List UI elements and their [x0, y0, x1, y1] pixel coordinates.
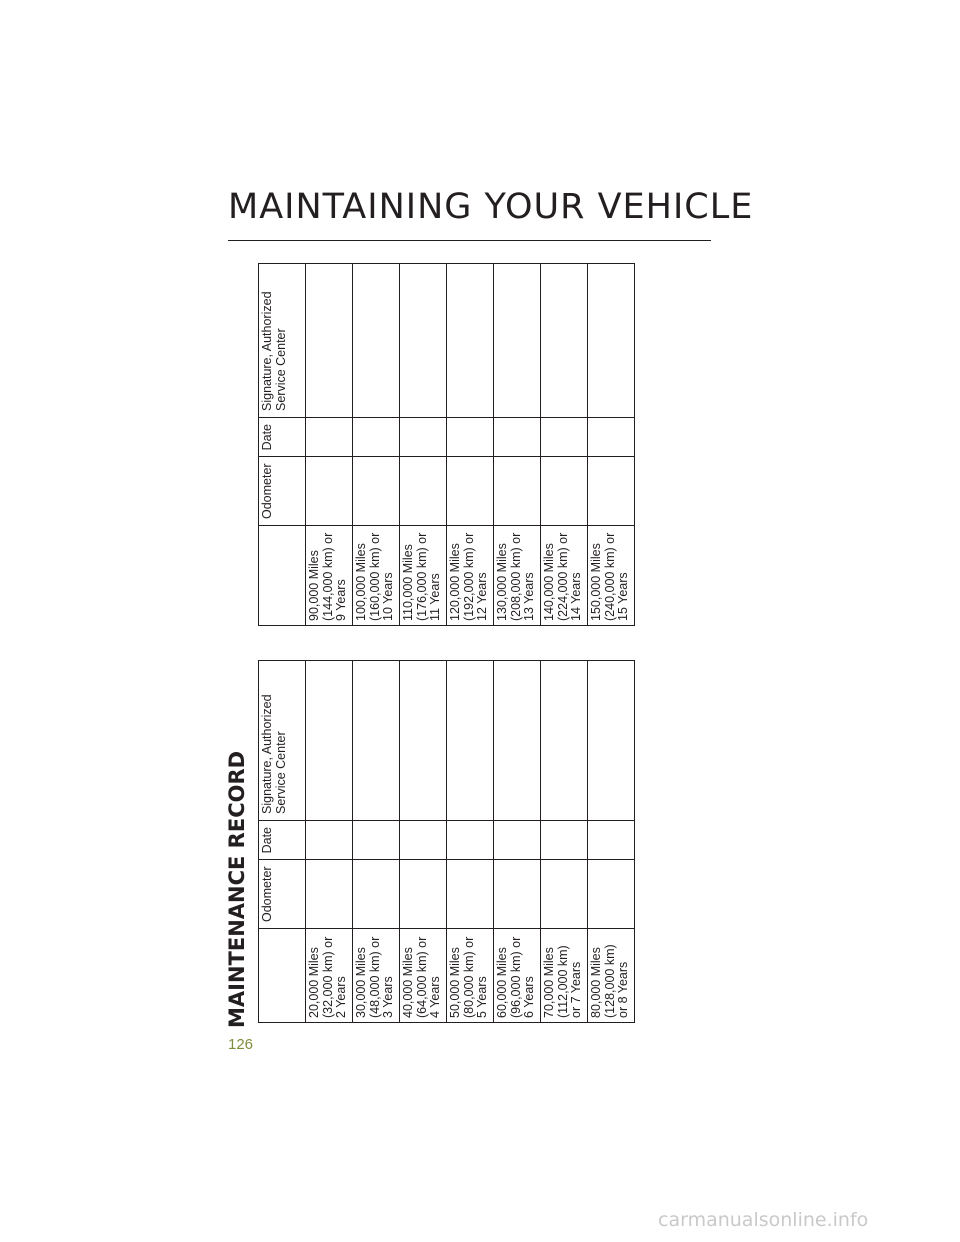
maintenance-table-right: [258, 263, 635, 626]
date-cell[interactable]: [400, 821, 447, 860]
table-row: [588, 661, 635, 1023]
date-cell[interactable]: [447, 821, 494, 860]
interval-cell: 30,000 Miles (48,000 km) or 3 Years: [353, 929, 400, 1023]
odometer-cell[interactable]: [400, 860, 447, 929]
signature-cell[interactable]: [306, 661, 353, 821]
odometer-cell[interactable]: [541, 457, 588, 526]
column-header-signature: Signature, Authorized Service Center: [259, 661, 306, 821]
date-cell[interactable]: [494, 418, 541, 457]
interval-cell: 100,000 Miles (160,000 km) or 10 Years: [353, 526, 400, 626]
odometer-cell[interactable]: [447, 457, 494, 526]
date-cell[interactable]: [400, 418, 447, 457]
maintenance-table-left: [258, 660, 635, 1023]
interval-cell: 80,000 Miles (128,000 km) or 8 Years: [588, 929, 635, 1023]
signature-cell[interactable]: [400, 661, 447, 821]
interval-cell: 110,000 Miles (176,000 km) or 11 Years: [400, 526, 447, 626]
signature-cell[interactable]: [400, 264, 447, 418]
odometer-cell[interactable]: [353, 457, 400, 526]
interval-cell: 120,000 Miles (192,000 km) or 12 Years: [447, 526, 494, 626]
date-cell[interactable]: [588, 418, 635, 457]
column-header-date: Date: [259, 821, 306, 860]
date-cell[interactable]: [541, 821, 588, 860]
date-cell[interactable]: [447, 418, 494, 457]
column-header-interval: [259, 929, 306, 1023]
date-cell[interactable]: [306, 821, 353, 860]
interval-cell: 20,000 Miles (32,000 km) or 2 Years: [306, 929, 353, 1023]
date-cell[interactable]: [353, 418, 400, 457]
odometer-cell[interactable]: [306, 860, 353, 929]
section-title: MAINTENANCE RECORD: [225, 750, 249, 1028]
table-row: [353, 264, 400, 626]
column-header-date: Date: [259, 418, 306, 457]
table-header-row: [259, 264, 306, 626]
column-header-odometer: Odometer: [259, 457, 306, 526]
date-cell[interactable]: [353, 821, 400, 860]
interval-cell: 60,000 Miles (96,000 km) or 6 Years: [494, 929, 541, 1023]
page-header: MAINTAINING YOUR VEHICLE: [228, 187, 754, 227]
table-header-row: [259, 661, 306, 1023]
odometer-cell[interactable]: [447, 860, 494, 929]
column-header-odometer: Odometer: [259, 860, 306, 929]
table-row: [494, 264, 541, 626]
odometer-cell[interactable]: [588, 860, 635, 929]
table-row: [447, 661, 494, 1023]
signature-cell[interactable]: [306, 264, 353, 418]
signature-cell[interactable]: [588, 661, 635, 821]
table-row: [447, 264, 494, 626]
table-row: [541, 264, 588, 626]
column-header-interval: [259, 526, 306, 626]
date-cell[interactable]: [541, 418, 588, 457]
column-header-signature: Signature, Authorized Service Center: [259, 264, 306, 418]
table-row: [494, 661, 541, 1023]
odometer-cell[interactable]: [494, 860, 541, 929]
table-row: [541, 661, 588, 1023]
signature-cell[interactable]: [447, 264, 494, 418]
header-rule: [228, 240, 711, 241]
odometer-cell[interactable]: [588, 457, 635, 526]
odometer-cell[interactable]: [306, 457, 353, 526]
table-row: [588, 264, 635, 626]
signature-cell[interactable]: [353, 661, 400, 821]
table-row: [400, 661, 447, 1023]
interval-cell: 50,000 Miles (80,000 km) or 5 Years: [447, 929, 494, 1023]
odometer-cell[interactable]: [353, 860, 400, 929]
table-row: [353, 661, 400, 1023]
signature-cell[interactable]: [588, 264, 635, 418]
table-row: [306, 661, 353, 1023]
signature-cell[interactable]: [541, 661, 588, 821]
interval-cell: 130,000 Miles (208,000 km) or 13 Years: [494, 526, 541, 626]
interval-cell: 40,000 Miles (64,000 km) or 4 Years: [400, 929, 447, 1023]
table-row: [400, 264, 447, 626]
page-number: 126: [228, 1036, 254, 1053]
interval-cell: 70,000 Miles (112,000 km) or 7 Years: [541, 929, 588, 1023]
interval-cell: 90,000 Miles (144,000 km) or 9 Years: [306, 526, 353, 626]
signature-cell[interactable]: [541, 264, 588, 418]
odometer-cell[interactable]: [400, 457, 447, 526]
signature-cell[interactable]: [494, 661, 541, 821]
date-cell[interactable]: [494, 821, 541, 860]
table-row: [306, 264, 353, 626]
interval-cell: 150,000 Miles (240,000 km) or 15 Years: [588, 526, 635, 626]
odometer-cell[interactable]: [541, 860, 588, 929]
signature-cell[interactable]: [447, 661, 494, 821]
watermark: carmanualsonline.info: [658, 1209, 869, 1231]
date-cell[interactable]: [588, 821, 635, 860]
interval-cell: 140,000 Miles (224,000 km) or 14 Years: [541, 526, 588, 626]
date-cell[interactable]: [306, 418, 353, 457]
odometer-cell[interactable]: [494, 457, 541, 526]
signature-cell[interactable]: [353, 264, 400, 418]
signature-cell[interactable]: [494, 264, 541, 418]
